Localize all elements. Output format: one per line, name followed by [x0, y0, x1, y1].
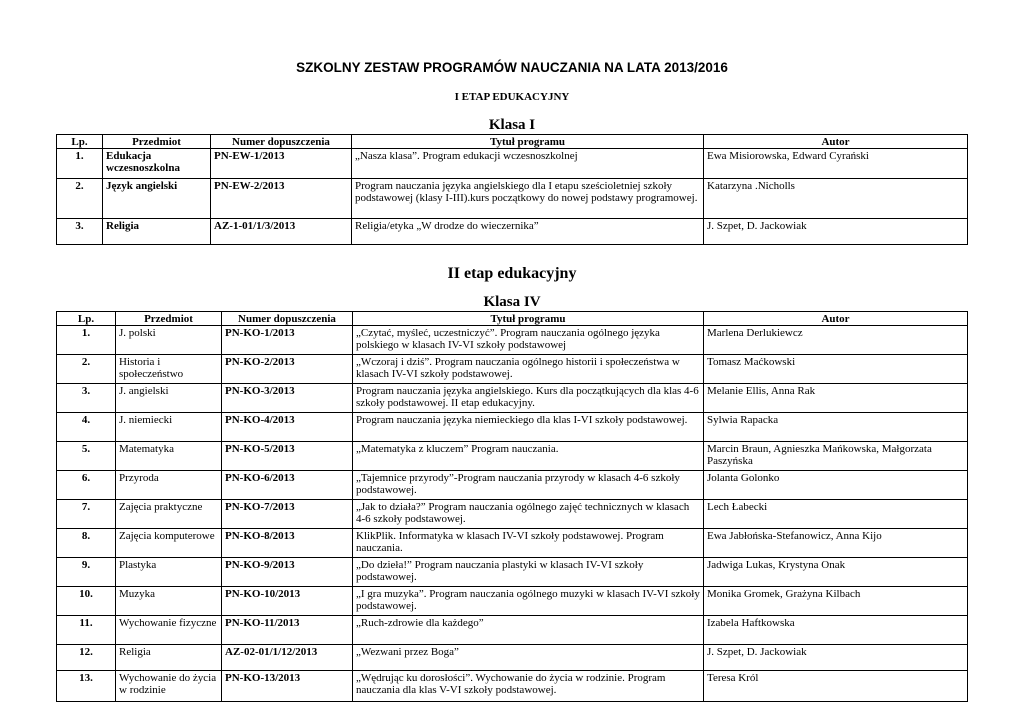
subject-cell: Religia	[103, 219, 211, 245]
subject-cell: Wychowanie fizyczne	[116, 616, 222, 645]
subject-cell: J. angielski	[116, 384, 222, 413]
program-code-cell: PN-KO-9/2013	[222, 558, 353, 587]
program-title-cell: „Matematyka z kluczem” Program nauczania.	[353, 442, 704, 471]
program-author-cell: Jadwiga Lukas, Krystyna Onak	[704, 558, 968, 587]
table-row	[57, 471, 968, 500]
stage-2-heading: II etap edukacyjny	[447, 265, 577, 282]
program-title-cell: „Wczoraj i dziś”. Program nauczania ogólnego historii i społeczeństwa w klasach IV-VI szkoły podstawowej.	[353, 355, 704, 384]
table-row	[57, 326, 968, 355]
table2-caption: Klasa IV	[483, 294, 541, 310]
table-row	[57, 558, 968, 587]
program-title-cell: „Czytać, myśleć, uczestniczyć”. Program nauczania ogólnego języka polskiego w klasach IV-VI szkoły podstawowej	[353, 326, 704, 355]
program-code-cell: PN-KO-7/2013	[222, 500, 353, 529]
document-title: SZKOLNY ZESTAW PROGRAMÓW NAUCZANIA NA LATA 2013/2016	[296, 60, 728, 75]
row-number-cell: 11.	[57, 616, 116, 645]
program-author-cell: Marlena Derlukiewcz	[704, 326, 968, 355]
table1-body	[57, 149, 968, 245]
program-code-cell: PN-KO-1/2013	[222, 326, 353, 355]
program-code-cell: PN-KO-13/2013	[222, 671, 353, 702]
row-number-cell: 2.	[57, 355, 116, 384]
program-code-cell: PN-KO-3/2013	[222, 384, 353, 413]
table-row	[57, 671, 968, 702]
subject-cell: Język angielski	[103, 179, 211, 219]
program-author-cell: Lech Łabecki	[704, 500, 968, 529]
subject-cell: Zajęcia komputerowe	[116, 529, 222, 558]
program-title-cell: „Nasza klasa”. Program edukacji wczesnoszkolnej	[352, 149, 704, 179]
row-number-cell: 4.	[57, 413, 116, 442]
program-title-cell: Program nauczania języka niemieckiego dla klas I-VI szkoły podstawowej.	[353, 413, 704, 442]
program-author-cell: Jolanta Golonko	[704, 471, 968, 500]
program-code-cell: PN-EW-1/2013	[211, 149, 352, 179]
subject-cell: Religia	[116, 645, 222, 671]
program-title-cell: Program nauczania języka angielskiego dla I etapu sześcioletniej szkoły podstawowej (klasy I-III).kurs początkowy do nowej podstawy programowej.	[352, 179, 704, 219]
table2-body	[57, 326, 968, 702]
header-subject: Przedmiot	[103, 135, 211, 149]
table-row	[57, 616, 968, 645]
header-lp: Lp.	[57, 312, 116, 326]
table-klasa-1	[56, 134, 968, 245]
stage-1-heading: I ETAP EDUKACYJNY	[454, 91, 570, 103]
program-title-cell: Program nauczania języka angielskiego. Kurs dla początkujących dla klas 4-6 szkoły podstawowej. II etap edukacyjny.	[353, 384, 704, 413]
header-title: Tytuł programu	[352, 135, 704, 149]
program-code-cell: AZ-02-01/1/12/2013	[222, 645, 353, 671]
program-author-cell: Izabela Haftkowska	[704, 616, 968, 645]
subject-cell: Przyroda	[116, 471, 222, 500]
header-lp: Lp.	[57, 135, 103, 149]
table-row	[57, 384, 968, 413]
program-author-cell: Tomasz Maćkowski	[704, 355, 968, 384]
row-number-cell: 12.	[57, 645, 116, 671]
program-author-cell: Teresa Król	[704, 671, 968, 702]
table-row	[57, 587, 968, 616]
row-number-cell: 8.	[57, 529, 116, 558]
header-code: Numer dopuszczenia	[211, 135, 352, 149]
row-number-cell: 1.	[57, 149, 103, 179]
row-number-cell: 5.	[57, 442, 116, 471]
program-author-cell: Melanie Ellis, Anna Rak	[704, 384, 968, 413]
program-code-cell: PN-KO-2/2013	[222, 355, 353, 384]
table-row	[57, 355, 968, 384]
table-header-row	[57, 312, 968, 326]
program-code-cell: PN-KO-6/2013	[222, 471, 353, 500]
table-row	[57, 645, 968, 671]
program-title-cell: „I gra muzyka”. Program nauczania ogólnego muzyki w klasach IV-VI szkoły podstawowej.	[353, 587, 704, 616]
header-code: Numer dopuszczenia	[222, 312, 353, 326]
program-title-cell: „Ruch-zdrowie dla każdego”	[353, 616, 704, 645]
program-title-cell: „Tajemnice przyrody”-Program nauczania przyrody w klasach 4-6 szkoły podstawowej.	[353, 471, 704, 500]
program-title-cell: Religia/etyka „W drodze do wieczernika”	[352, 219, 704, 245]
header-author: Autor	[704, 312, 968, 326]
program-author-cell: Ewa Misiorowska, Edward Cyrański	[704, 149, 968, 179]
program-code-cell: PN-KO-10/2013	[222, 587, 353, 616]
program-title-cell: „Wędrując ku dorosłości”. Wychowanie do życia w rodzinie. Program nauczania dla klas V-VI szkoły podstawowej.	[353, 671, 704, 702]
row-number-cell: 3.	[57, 384, 116, 413]
row-number-cell: 1.	[57, 326, 116, 355]
subject-cell: Edukacja wczesnoszkolna	[103, 149, 211, 179]
header-subject: Przedmiot	[116, 312, 222, 326]
row-number-cell: 13.	[57, 671, 116, 702]
table-row	[57, 179, 968, 219]
program-author-cell: J. Szpet, D. Jackowiak	[704, 645, 968, 671]
row-number-cell: 10.	[57, 587, 116, 616]
program-code-cell: PN-EW-2/2013	[211, 179, 352, 219]
program-title-cell: KlikPlik. Informatyka w klasach IV-VI szkoły podstawowej. Program nauczania.	[353, 529, 704, 558]
table-row	[57, 442, 968, 471]
subject-cell: Wychowanie do życia w rodzinie	[116, 671, 222, 702]
subject-cell: Plastyka	[116, 558, 222, 587]
subject-cell: Muzyka	[116, 587, 222, 616]
program-title-cell: „Wezwani przez Boga”	[353, 645, 704, 671]
program-code-cell: PN-KO-4/2013	[222, 413, 353, 442]
table-header-row	[57, 135, 968, 149]
row-number-cell: 2.	[57, 179, 103, 219]
table1-caption: Klasa I	[488, 117, 536, 133]
table-row	[57, 219, 968, 245]
header-author: Autor	[704, 135, 968, 149]
row-number-cell: 9.	[57, 558, 116, 587]
header-title: Tytuł programu	[353, 312, 704, 326]
program-code-cell: PN-KO-11/2013	[222, 616, 353, 645]
subject-cell: Historia i społeczeństwo	[116, 355, 222, 384]
program-author-cell: Monika Gromek, Grażyna Kilbach	[704, 587, 968, 616]
row-number-cell: 3.	[57, 219, 103, 245]
program-code-cell: PN-KO-8/2013	[222, 529, 353, 558]
table-row	[57, 500, 968, 529]
program-title-cell: „Jak to działa?” Program nauczania ogólnego zajęć technicznych w klasach 4-6 szkoły podstawowej.	[353, 500, 704, 529]
program-author-cell: Sylwia Rapacka	[704, 413, 968, 442]
program-author-cell: Ewa Jabłońska-Stefanowicz, Anna Kijo	[704, 529, 968, 558]
program-author-cell: Katarzyna .Nicholls	[704, 179, 968, 219]
subject-cell: Matematyka	[116, 442, 222, 471]
subject-cell: J. polski	[116, 326, 222, 355]
program-code-cell: PN-KO-5/2013	[222, 442, 353, 471]
row-number-cell: 7.	[57, 500, 116, 529]
row-number-cell: 6.	[57, 471, 116, 500]
program-author-cell: J. Szpet, D. Jackowiak	[704, 219, 968, 245]
table-klasa-4	[56, 311, 968, 702]
subject-cell: Zajęcia praktyczne	[116, 500, 222, 529]
program-title-cell: „Do dzieła!” Program nauczania plastyki w klasach IV-VI szkoły podstawowej.	[353, 558, 704, 587]
table-row	[57, 529, 968, 558]
table-row	[57, 149, 968, 179]
program-code-cell: AZ-1-01/1/3/2013	[211, 219, 352, 245]
subject-cell: J. niemiecki	[116, 413, 222, 442]
table-row	[57, 413, 968, 442]
program-author-cell: Marcin Braun, Agnieszka Mańkowska, Małgorzata Paszyńska	[704, 442, 968, 471]
